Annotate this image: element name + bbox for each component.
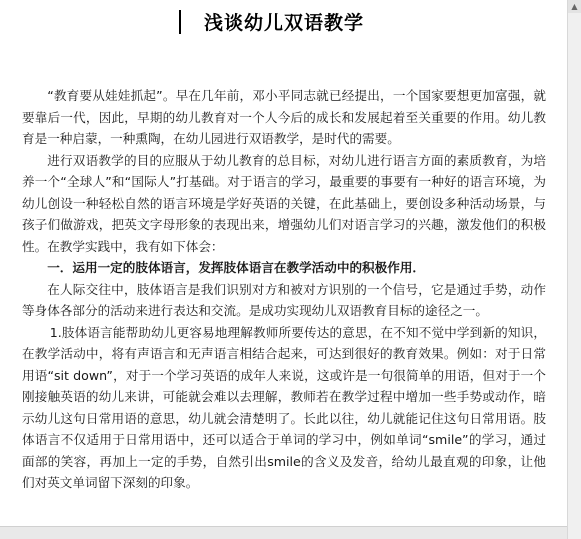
document-body[interactable] xyxy=(22,85,546,494)
horizontal-scrollbar[interactable] xyxy=(0,526,568,539)
scroll-up-icon[interactable]: ▲ xyxy=(568,0,581,13)
paragraph-intro: “教育要从娃娃抓起”。早在几年前，邓小平同志就已经提出，一个国家要想更加富强，就要靠后一代，因此，早期的幼儿教育对一个人今后的成长和发展起着至关重要的作用。幼儿教育是一种启蒙，一种熏陶，在幼儿园进行双语教学，是时代的需要。 xyxy=(22,88,546,146)
vertical-scrollbar[interactable] xyxy=(567,0,581,539)
paragraph-body-language: 在人际交往中，肢体语言是我们识别对方和被对方识别的一个信号，它是通过手势，动作等身体各部分的活动来进行表达和交流。是成功实现幼儿双语教育目标的途径之一。 xyxy=(22,281,546,318)
text-cursor xyxy=(179,10,181,34)
document-title: 浅谈幼儿双语教学 xyxy=(203,12,364,34)
paragraph-point-1: 1.肢体语言能帮助幼儿更容易地理解教师所要传达的意思，在不知不觉中学到新的知识，在教学活动中，将有声语言和无声语言相结合起来，可达到很好的教育效果。例如：对于日常用语“sit down”，对于一个学习英语的成年人来说，这或许是一句很简单的用语，但对于一个刚接触英语的幼儿来讲，可能就会难以去理解，教师若在教学过程中增加一些手势或动作，暗示幼儿这句日常用语的意思，幼儿就会清楚明了。长此以往，幼儿就能记住这句日常用语。肢体语言不仅适用于日常用语中，还可以适合于单词的学习中，例如单词“smile”的学习，通过面部的笑容，再加上一定的手势，自然引出smile的含义及发音，给幼儿最直观的印象，让他们对英文单词留下深刻的印象。 xyxy=(22,324,546,490)
section-heading-1: 一．运用一定的肢体语言，发挥肢体语言在教学活动中的积极作用． xyxy=(47,260,425,275)
paragraph-goal: 进行双语教学的目的应服从于幼儿教育的总目标，对幼儿进行语言方面的素质教育，为培养一个“全球人”和“国际人”打基础。对于语言的学习，最重要的事要有一种好的语言环境，为幼儿创设一种轻松自然的语言环境是学好英语的关键，在此基础上，要创设多种活动场景，与孩子们做游戏，把英文字母形象的表现出来，增强幼儿们对语言学习的兴趣，激发他们的积极性。在教学实践中，我有如下体会： xyxy=(22,152,546,254)
